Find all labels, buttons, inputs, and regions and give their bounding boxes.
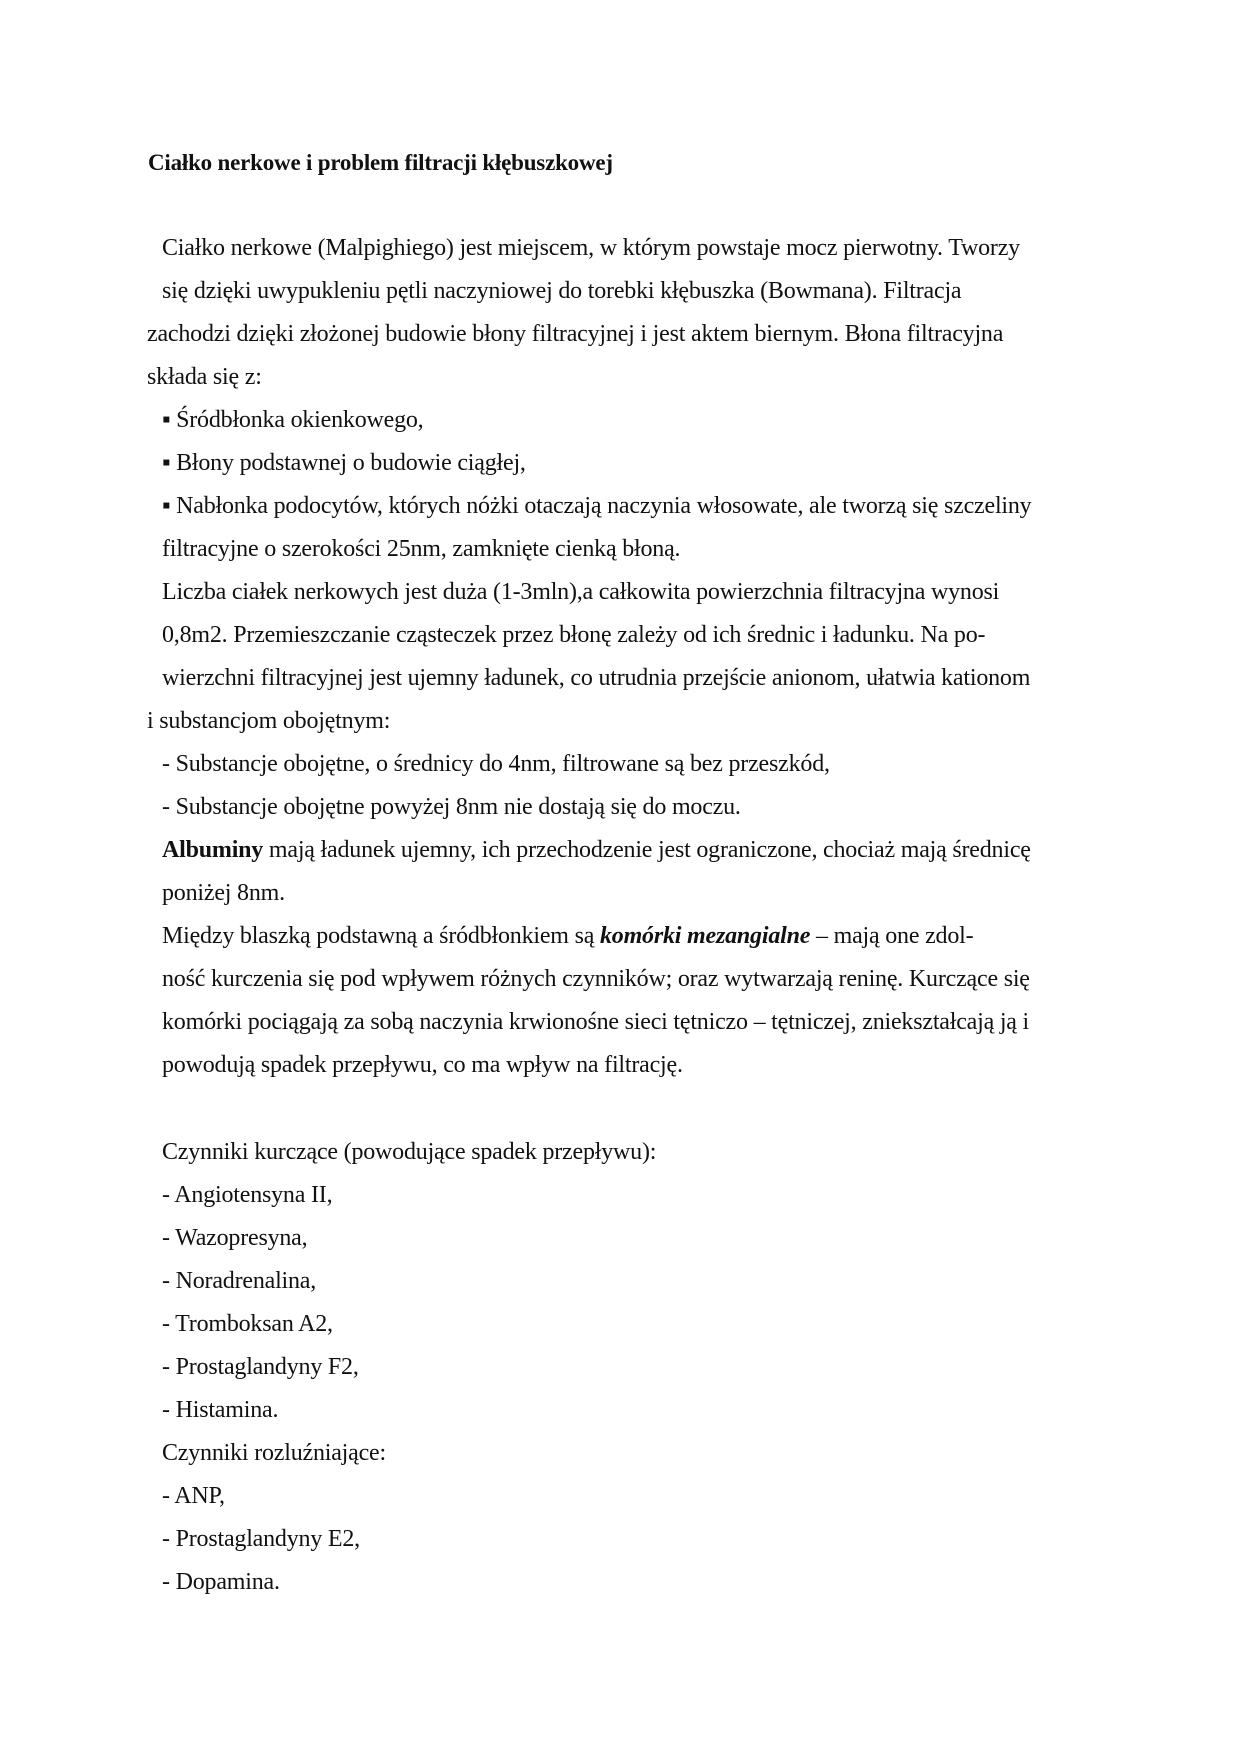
relaxing-list-item: - Prostaglandyny E2, [162,1526,360,1552]
contracting-list-item: - Prostaglandyny F2, [162,1354,359,1380]
contracting-heading: Czynniki kurczące (powodujące spadek przepływu): [162,1139,657,1165]
intro-line-4: składa się z: [147,364,262,390]
membrane-list-item: ▪ Śródbłonka okienkowego, [162,407,424,433]
intro-line-2: się dzięki uwypukleniu pętli naczyniowej do torebki kłębuszka (Bowmana). Filtracja [162,278,962,304]
contracting-list-item: - Noradrenalina, [162,1268,317,1294]
relaxing-heading: Czynniki rozluźniające: [162,1440,386,1466]
intro-line-3: zachodzi dzięki złożonej budowie błony filtracyjnej i jest aktem biernym. Błona filtracyjna [147,321,1004,347]
count-paragraph-line-3: wierzchni filtracyjnej jest ujemny ładunek, co utrudnia przejście anionom, ułatwia kationom [162,665,1031,691]
albumin-line-2: poniżej 8nm. [162,880,285,906]
albumin-bold-word: Albuminy [162,837,264,863]
relaxing-list-item: - ANP, [162,1483,225,1509]
count-paragraph-line-1: Liczba ciałek nerkowych jest duża (1-3mln),a całkowita powierzchnia filtracyjna wynosi [162,579,1000,605]
mesangial-prefix: Między blaszką podstawną a śródbłonkiem są [162,923,600,949]
intro-line-1: Ciałko nerkowe (Malpighiego) jest miejscem, w którym powstaje mocz pierwotny. Tworzy [162,235,1020,261]
membrane-list-item: ▪ Nabłonka podocytów, których nóżki otaczają naczynia włosowate, ale tworzą się szczeliny [162,493,1032,519]
relaxing-list-item: - Dopamina. [162,1569,280,1595]
membrane-list-item: ▪ Błony podstawnej o budowie ciągłej, [162,450,526,476]
contracting-list-item: - Angiotensyna II, [162,1182,333,1208]
mesangial-line-2: ność kurczenia się pod wpływem różnych czynników; oraz wytwarzają reninę. Kurczące się [162,966,1030,992]
contracting-list-item: - Histamina. [162,1397,279,1423]
neutral-list-item: - Substancje obojętne powyżej 8nm nie dostają się do moczu. [162,794,741,820]
count-paragraph-line-2: 0,8m2. Przemieszczanie cząsteczek przez błonę zależy od ich średnic i ładunku. Na po- [162,622,986,648]
mesangial-cells-term: komórki mezangialne [599,923,811,949]
mesangial-suffix: – mają one zdol- [810,923,974,949]
albumin-line-1 [162,835,1031,865]
contracting-list-item: - Wazopresyna, [162,1225,308,1251]
mesangial-line-4: powodują spadek przepływu, co ma wpływ na filtrację. [162,1052,683,1078]
membrane-list-item-continued: filtracyjne o szerokości 25nm, zamknięte cienką błoną. [162,536,681,562]
mesangial-line-3: komórki pociągają za sobą naczynia krwionośne sieci tętniczo – tętniczej, zniekształcają ją i [162,1009,1030,1035]
contracting-list-item: - Tromboksan A2, [162,1311,333,1337]
document-title: Ciałko nerkowe i problem filtracji kłębuszkowej [148,150,613,175]
albumin-line-1-rest: mają ładunek ujemny, ich przechodzenie jest ograniczone, chociaż mają średnicę [263,837,1031,863]
count-paragraph-line-4: i substancjom obojętnym: [147,708,391,734]
mesangial-line-1 [162,921,973,951]
neutral-list-item: - Substancje obojętne, o średnicy do 4nm, filtrowane są bez przeszkód, [162,751,830,777]
